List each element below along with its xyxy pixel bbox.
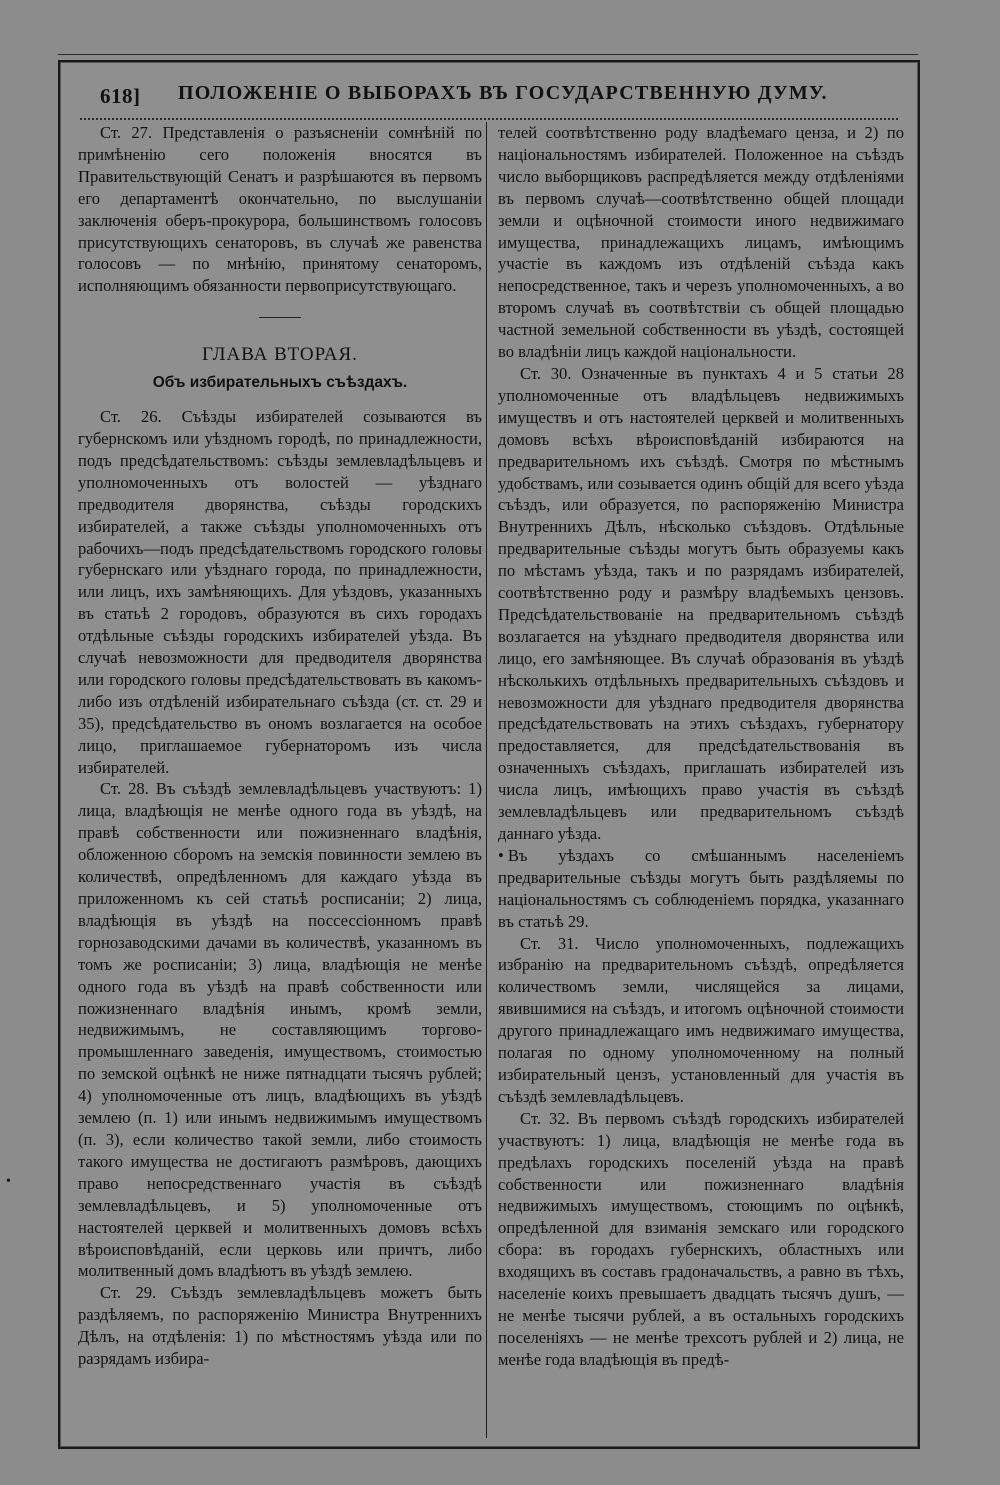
article-29-continued: телей соотвѣтственно роду владѣемаго ценза, и 2) по національностямъ избирателей. Положенное на съѣздъ число выборщиковъ распредѣляется между отдѣленіями въ первомъ случаѣ—соотвѣтственно общей площади земли и оцѣночной стоимости иного недвижимаго имущества, принадлежащихъ лицамъ, имѣющимъ участіе въ каждомъ изъ отдѣленій съѣзда какъ непосредственное, такъ и черезъ уполномоченныхъ, а во второмъ случаѣ въ соотвѣтствіи съ общей площадью частной земельной собственности въ уѣздѣ, состоящей во владѣніи лицъ каждой національности. [498, 123, 904, 362]
column-divider [486, 122, 487, 1438]
margin-mark: • [6, 1174, 11, 1189]
page [58, 60, 920, 1449]
page-number: 618] [100, 84, 141, 108]
article-28: Ст. 28. Въ съѣздѣ землевладѣльцевъ участвуютъ: 1) лица, владѣющія не менѣе одного года въ уѣздѣ, на правѣ собственности или пожизненнаго владѣнія, обложенною сборомъ на земскія повинности землею въ количествѣ, опредѣленномъ для каждаго уѣзда въ приложенномъ къ сей статьѣ росписаніи; 2) лица, владѣющія въ уѣздѣ на поссессіонномъ правѣ горнозаводскими дачами въ количествѣ, указанномъ въ томъ же росписаніи; 3) лица, владѣющія не менѣе одного года въ уѣздѣ на правѣ собственности или пожизненнаго владѣнія инымъ, кромѣ земли, недвижимымъ, не составляющимъ торгово-промышленнаго заведенія, имуществомъ, стоимостью по земской оцѣнкѣ не ниже пятнадцати тысячъ рублей; 4) уполномоченные отъ лицъ, владѣющихъ въ уѣздѣ землею (п. 1) или инымъ недвижимымъ имуществомъ (п. 3), если количество такой земли, либо стоимость такого имущества не достигаютъ размѣровъ, дающихъ право непосредственнаго участія въ съѣздѣ землевладѣльцевъ, и 5) уполномоченные отъ настоятелей церквей и молитвенныхъ домовъ всѣхъ вѣроисповѣданій, если церковь или причтъ, либо молитвенный домъ владѣютъ въ уѣздѣ землею. [78, 779, 482, 1281]
article-29-start: Ст. 29. Съѣздъ землевладѣльцевъ можетъ быть раздѣляемъ, по распоряженію Министра Внутреннихъ Дѣлъ, на отдѣленія: 1) по мѣстностямъ уѣзда или по разрядамъ избира- [78, 1283, 482, 1369]
running-title: ПОЛОЖЕНІЕ О ВЫБОРАХЪ ВЪ ГОСУДАРСТВЕННУЮ ДУМУ. [178, 82, 828, 104]
article-30-note [498, 845, 904, 933]
chapter-subtitle: Объ избирательныхъ съѣздахъ. [152, 374, 408, 392]
article-31: Ст. 31. Число уполномоченныхъ, подлежащихъ избранію на предварительномъ съѣздѣ, опредѣляется количествомъ земли, числящейся за лицами, явившимися на съѣздъ, и итогомъ оцѣночной стоимости другого принадлежащаго имъ недвижимаго имущества, полагая по одному уполномоченному на полный избирательный цензъ, установленный для участія въ съѣздѣ землевладѣльцевъ. [498, 933, 904, 1106]
right-column [498, 122, 904, 1371]
article-30-note-text: Въ уѣздахъ со смѣшаннымъ населеніемъ предварительные съѣзды могутъ быть раздѣляемы по національностямъ съ соблюденіемъ порядка, указаннаго въ статьѣ 29. [498, 845, 904, 931]
chapter-title: ГЛАВА ВТОРАЯ. [202, 344, 358, 366]
article-32-start: Ст. 32. Въ первомъ съѣздѣ городскихъ избирателей участвуютъ: 1) лица, владѣющія не менѣе года въ предѣлахъ городскихъ поселеній уѣзда на правѣ собственности или пожизненнаго владѣнія недвижимыхъ имуществомъ, стоющимъ по оцѣнкѣ, опредѣленной для взиманія земскаго или городского сбора: въ городахъ губернскихъ, областныхъ или входящихъ въ составъ градоначальствъ, а равно въ тѣхъ, населеніе коихъ превышаетъ двадцать тысячъ душъ, — не менѣе тысячи рублей, а въ остальныхъ городскихъ поселеніяхъ — не менѣе трехсотъ рублей и 2) лица, не менѣе года владѣющія въ предѣ- [498, 1108, 904, 1369]
page-top-rule [58, 54, 918, 55]
header-rule [80, 118, 898, 120]
page-header [60, 78, 918, 118]
section-rule [259, 317, 301, 318]
article-27: Ст. 27. Представленія о разъясненіи сомнѣній по примѣненію сего положенія вносятся въ Правительствующій Сенатъ и разрѣшаются въ первомъ его департаментѣ окончательно, по выслушаніи заключенія оберъ-прокурора, большинствомъ голосовъ присутствующихъ сенаторовъ, въ случаѣ же равенства голосовъ — по мнѣнію, принятому сенаторомъ, исполняющимъ обязанности первоприсутствующаго. [78, 123, 482, 296]
article-30: Ст. 30. Означенные въ пунктахъ 4 и 5 статьи 28 уполномоченные отъ владѣльцевъ недвижимыхъ имуществъ и отъ настоятелей церквей и молитвенныхъ домовъ всѣхъ вѣроисповѣданій избираются на предварительномъ ихъ съѣздѣ. Смотря по мѣстнымъ удобствамъ, или созывается одинъ общій для всего уѣзда съѣздъ, или образуется, по распоряженію Министра Внутреннихъ Дѣлъ, нѣсколько съѣздовъ. Отдѣльные предварительные съѣзды могутъ быть образуемы какъ по мѣстамъ уѣзда, такъ и по разрядамъ избирателей, соотвѣтственно роду и размѣру владѣемыхъ цензовъ. Предсѣдательствованіе на предварительномъ съѣздѣ возлагается на уѣзднаго предводителя дворянства или лицо, его замѣняющее. Въ случаѣ образованія въ уѣздѣ нѣсколькихъ отдѣльныхъ предварительныхъ съѣздовъ и невозможности для уѣзднаго предводителя дворянства предсѣдательствовать на этихъ съѣздахъ, губернатору предоставляется, для предсѣдательствованія въ означенныхъ съѣздахъ, приглашать избирателей изъ числа лицъ, имѣющихъ право участія въ съѣздѣ землевладѣльцевъ или предварительномъ съѣздѣ даннаго уѣзда. [498, 363, 904, 843]
article-26: Ст. 26. Съѣзды избирателей созываются въ губернскомъ или уѣздномъ городѣ, по принадлежности, подъ предсѣдательствомъ: съѣзды землевладѣльцевъ и уполномоченныхъ отъ волостей — уѣзднаго предводителя дворянства, съѣзды городскихъ избирателей, а также съѣзды уполномоченныхъ отъ рабочихъ—подъ предсѣдательствомъ городского головы губернскаго или уѣзднаго города, по принадлежности, или лицъ, ихъ замѣняющихъ. Для уѣздовъ, указанныхъ въ статьѣ 2 городовъ, образуются въ сихъ городахъ отдѣльные съѣзды городскихъ избирателей уѣзда. Въ случаѣ невозможности для предводителя дворянства или городского головы предсѣдательствовать въ какомъ-либо изъ отдѣленій избирательнаго съѣзда (ст. ст. 29 и 35), предсѣдательство въ ономъ возлагается на особое лицо, приглашаемое губернаторомъ изъ числа избирателей. [78, 407, 482, 777]
note-bullet: • [498, 845, 504, 865]
left-column [78, 122, 482, 1370]
